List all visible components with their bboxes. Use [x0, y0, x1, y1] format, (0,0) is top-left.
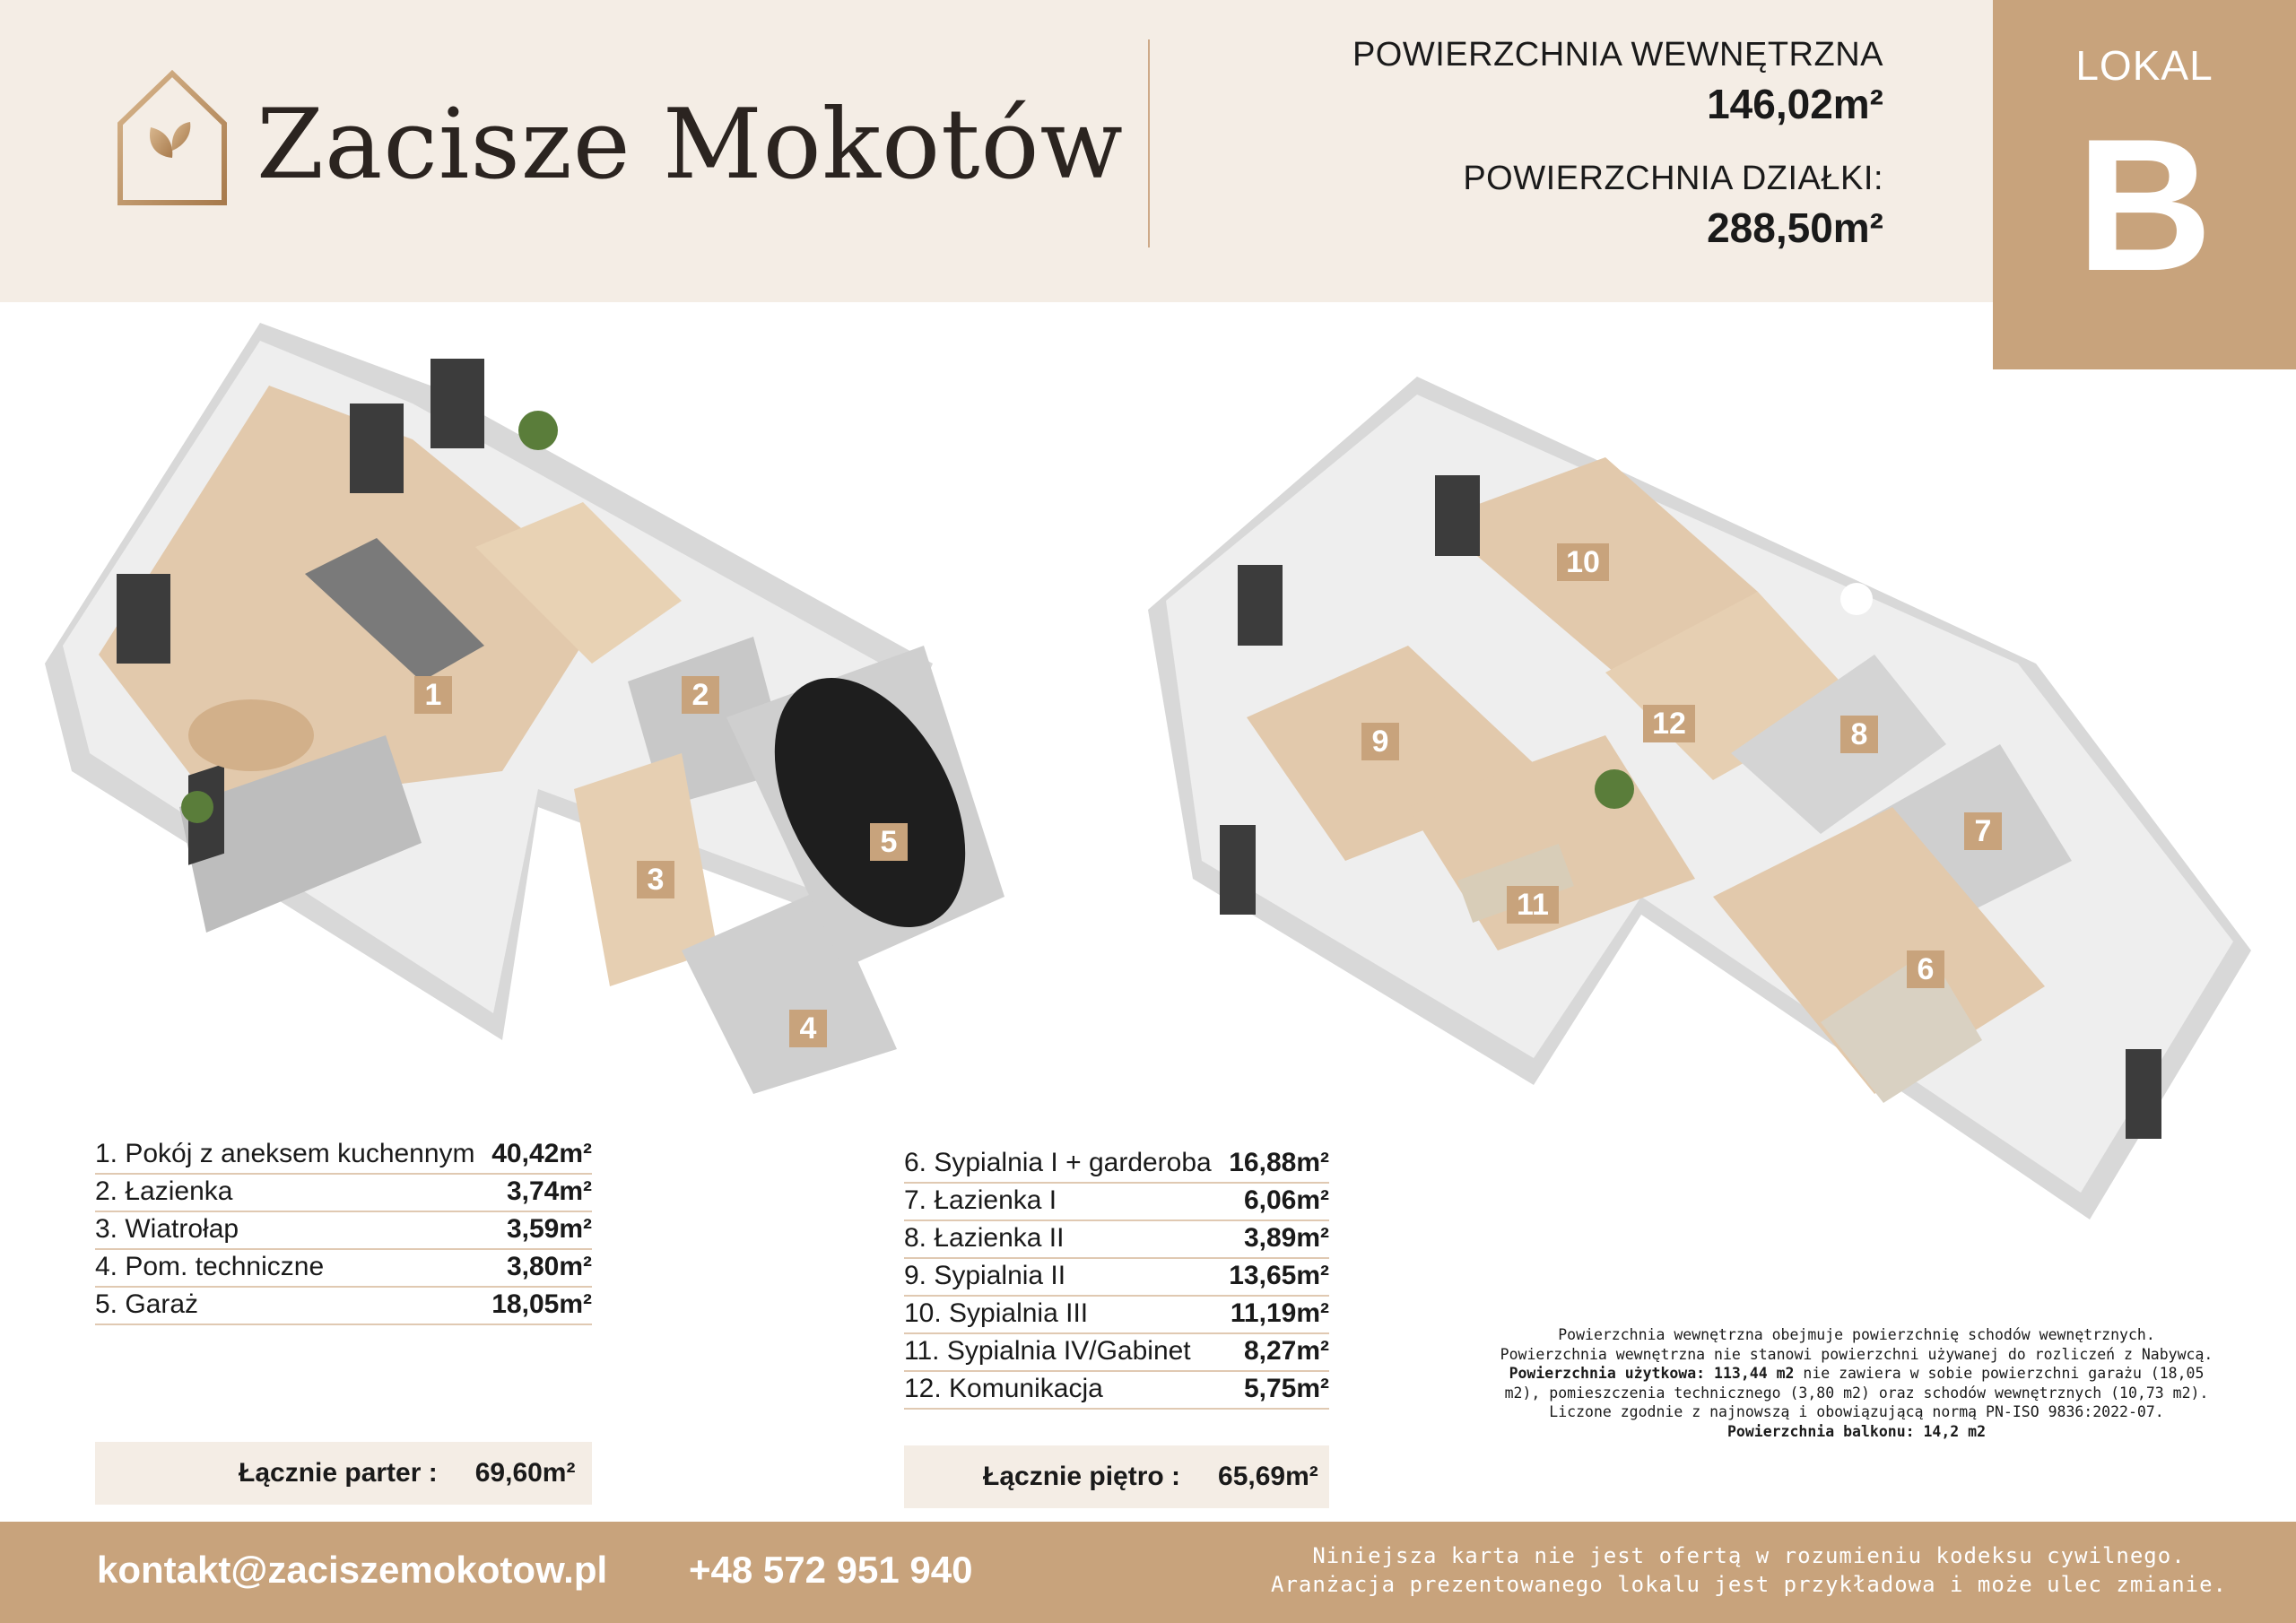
note-line — [1460, 1422, 2253, 1442]
room-area: 6,06m² — [1243, 1185, 1329, 1215]
note-line: Liczone zgodnie z najnowszą i obowiązującą normą PN-ISO 9836:2022-07. — [1549, 1403, 2164, 1420]
first-floor-total — [904, 1445, 1329, 1508]
usable-area-bold: Powierzchnia użytkowa: 113,44 m2 — [1509, 1365, 1795, 1382]
table-row — [904, 1334, 1329, 1372]
room-name: 5. Garaż — [95, 1289, 199, 1319]
note-line: Powierzchnia wewnętrzna nie stanowi powierzchni używanej do rozliczeń z Nabywcą. — [1500, 1345, 2213, 1363]
brand-name: Zacisze Mokotów — [257, 89, 1124, 201]
plot-area — [1463, 160, 1883, 252]
room-tag-10: 10 — [1557, 543, 1609, 581]
plot-area-value: 288,50m² — [1707, 204, 1883, 251]
room-name: 6. Sypialnia I + garderoba — [904, 1148, 1212, 1177]
room-name: 12. Komunikacja — [904, 1374, 1103, 1403]
room-area: 3,59m² — [506, 1214, 592, 1244]
legal-disclaimer: Niniejsza karta nie jest ofertą w rozumieniu kodeksu cywilnego. Aranżacja prezentowanego lokalu jest przykładowa i może ulec zmianie. — [1271, 1543, 2227, 1597]
table-row — [95, 1212, 592, 1250]
room-area: 3,80m² — [506, 1252, 592, 1281]
room-area: 8,27m² — [1243, 1336, 1329, 1366]
table-row — [904, 1372, 1329, 1410]
table-row — [904, 1297, 1329, 1334]
note-line — [1460, 1364, 2253, 1384]
ground-total-value: 69,60m² — [474, 1458, 576, 1488]
first-total-value: 65,69m² — [1218, 1462, 1318, 1491]
room-tag-4: 4 — [789, 1010, 827, 1047]
room-tag-9: 9 — [1361, 723, 1399, 760]
room-area: 3,74m² — [506, 1176, 592, 1206]
room-name: 1. Pokój z aneksem kuchennym — [95, 1139, 475, 1168]
room-name: 4. Pom. techniczne — [95, 1252, 325, 1281]
ground-total-label: Łącznie parter : — [239, 1458, 438, 1488]
ground-floor-total — [95, 1442, 592, 1505]
room-area: 18,05m² — [491, 1289, 592, 1319]
internal-area — [1352, 36, 1883, 128]
table-row — [95, 1175, 592, 1212]
room-area: 5,75m² — [1243, 1374, 1329, 1403]
room-tag-1: 1 — [414, 676, 452, 714]
room-tag-6: 6 — [1907, 950, 1944, 988]
room-tag-8: 8 — [1840, 716, 1878, 753]
unit-label: LOKAL — [2075, 42, 2213, 89]
first-floor-plan — [1139, 359, 2269, 1219]
room-name: 2. Łazienka — [95, 1176, 233, 1206]
room-area: 16,88m² — [1229, 1148, 1329, 1177]
room-tag-5: 5 — [870, 823, 908, 861]
house-leaf-icon — [115, 68, 230, 208]
room-name: 7. Łazienka I — [904, 1185, 1057, 1215]
room-tag-12: 12 — [1643, 705, 1695, 742]
room-area: 13,65m² — [1229, 1261, 1329, 1290]
area-notes — [1460, 1325, 2253, 1441]
room-name: 9. Sypialnia II — [904, 1261, 1066, 1290]
header-divider — [1148, 39, 1150, 247]
table-row — [904, 1184, 1329, 1221]
first-total-label: Łącznie piętro : — [983, 1462, 1181, 1491]
table-row — [904, 1146, 1329, 1184]
note-line: Powierzchnia wewnętrzna obejmuje powierzchnię schodów wewnętrznych. — [1558, 1326, 2155, 1343]
room-name: 11. Sypialnia IV/Gabinet — [904, 1336, 1191, 1366]
table-row — [95, 1250, 592, 1288]
contact-phone-link[interactable]: +48 572 951 940 — [689, 1549, 973, 1591]
room-tag-11: 11 — [1507, 886, 1559, 924]
room-tag-2: 2 — [682, 676, 719, 714]
header — [0, 0, 2296, 310]
unit-letter: B — [2076, 100, 2213, 310]
unit-badge — [1993, 0, 2296, 369]
room-name: 8. Łazienka II — [904, 1223, 1065, 1253]
ground-floor-plan — [36, 305, 1112, 1166]
footer — [0, 1522, 2296, 1623]
room-tag-7: 7 — [1964, 812, 2002, 850]
room-name: 10. Sypialnia III — [904, 1298, 1089, 1328]
first-floor-drawing — [1139, 359, 2269, 1219]
room-tag-3: 3 — [637, 861, 674, 898]
balcony-area-bold: Powierzchnia balkonu: 14,2 m2 — [1726, 1422, 1987, 1440]
plot-area-label: POWIERZCHNIA DZIAŁKI: — [1463, 160, 1883, 197]
table-row — [95, 1137, 592, 1175]
contact-email-link[interactable]: kontakt@zaciszemokotow.pl — [97, 1549, 608, 1591]
table-row — [95, 1288, 592, 1325]
room-name: 3. Wiatrołap — [95, 1214, 239, 1244]
room-area: 40,42m² — [491, 1139, 592, 1168]
note-line: m2), pomieszczenia technicznego (3,80 m2) oraz schodów wewnętrznych (10,73 m2). — [1504, 1384, 2209, 1402]
internal-area-value: 146,02m² — [1707, 81, 1883, 127]
ground-floor-table — [95, 1137, 592, 1325]
ground-floor-drawing — [36, 305, 1112, 1166]
room-area: 3,89m² — [1243, 1223, 1329, 1253]
table-row — [904, 1221, 1329, 1259]
note-text: nie zawiera w sobie powierzchni garażu (18,05 — [1794, 1365, 2205, 1382]
room-area: 11,19m² — [1230, 1298, 1329, 1328]
table-row — [904, 1259, 1329, 1297]
first-floor-table — [904, 1146, 1329, 1410]
internal-area-label: POWIERZCHNIA WEWNĘTRZNA — [1352, 36, 1883, 74]
